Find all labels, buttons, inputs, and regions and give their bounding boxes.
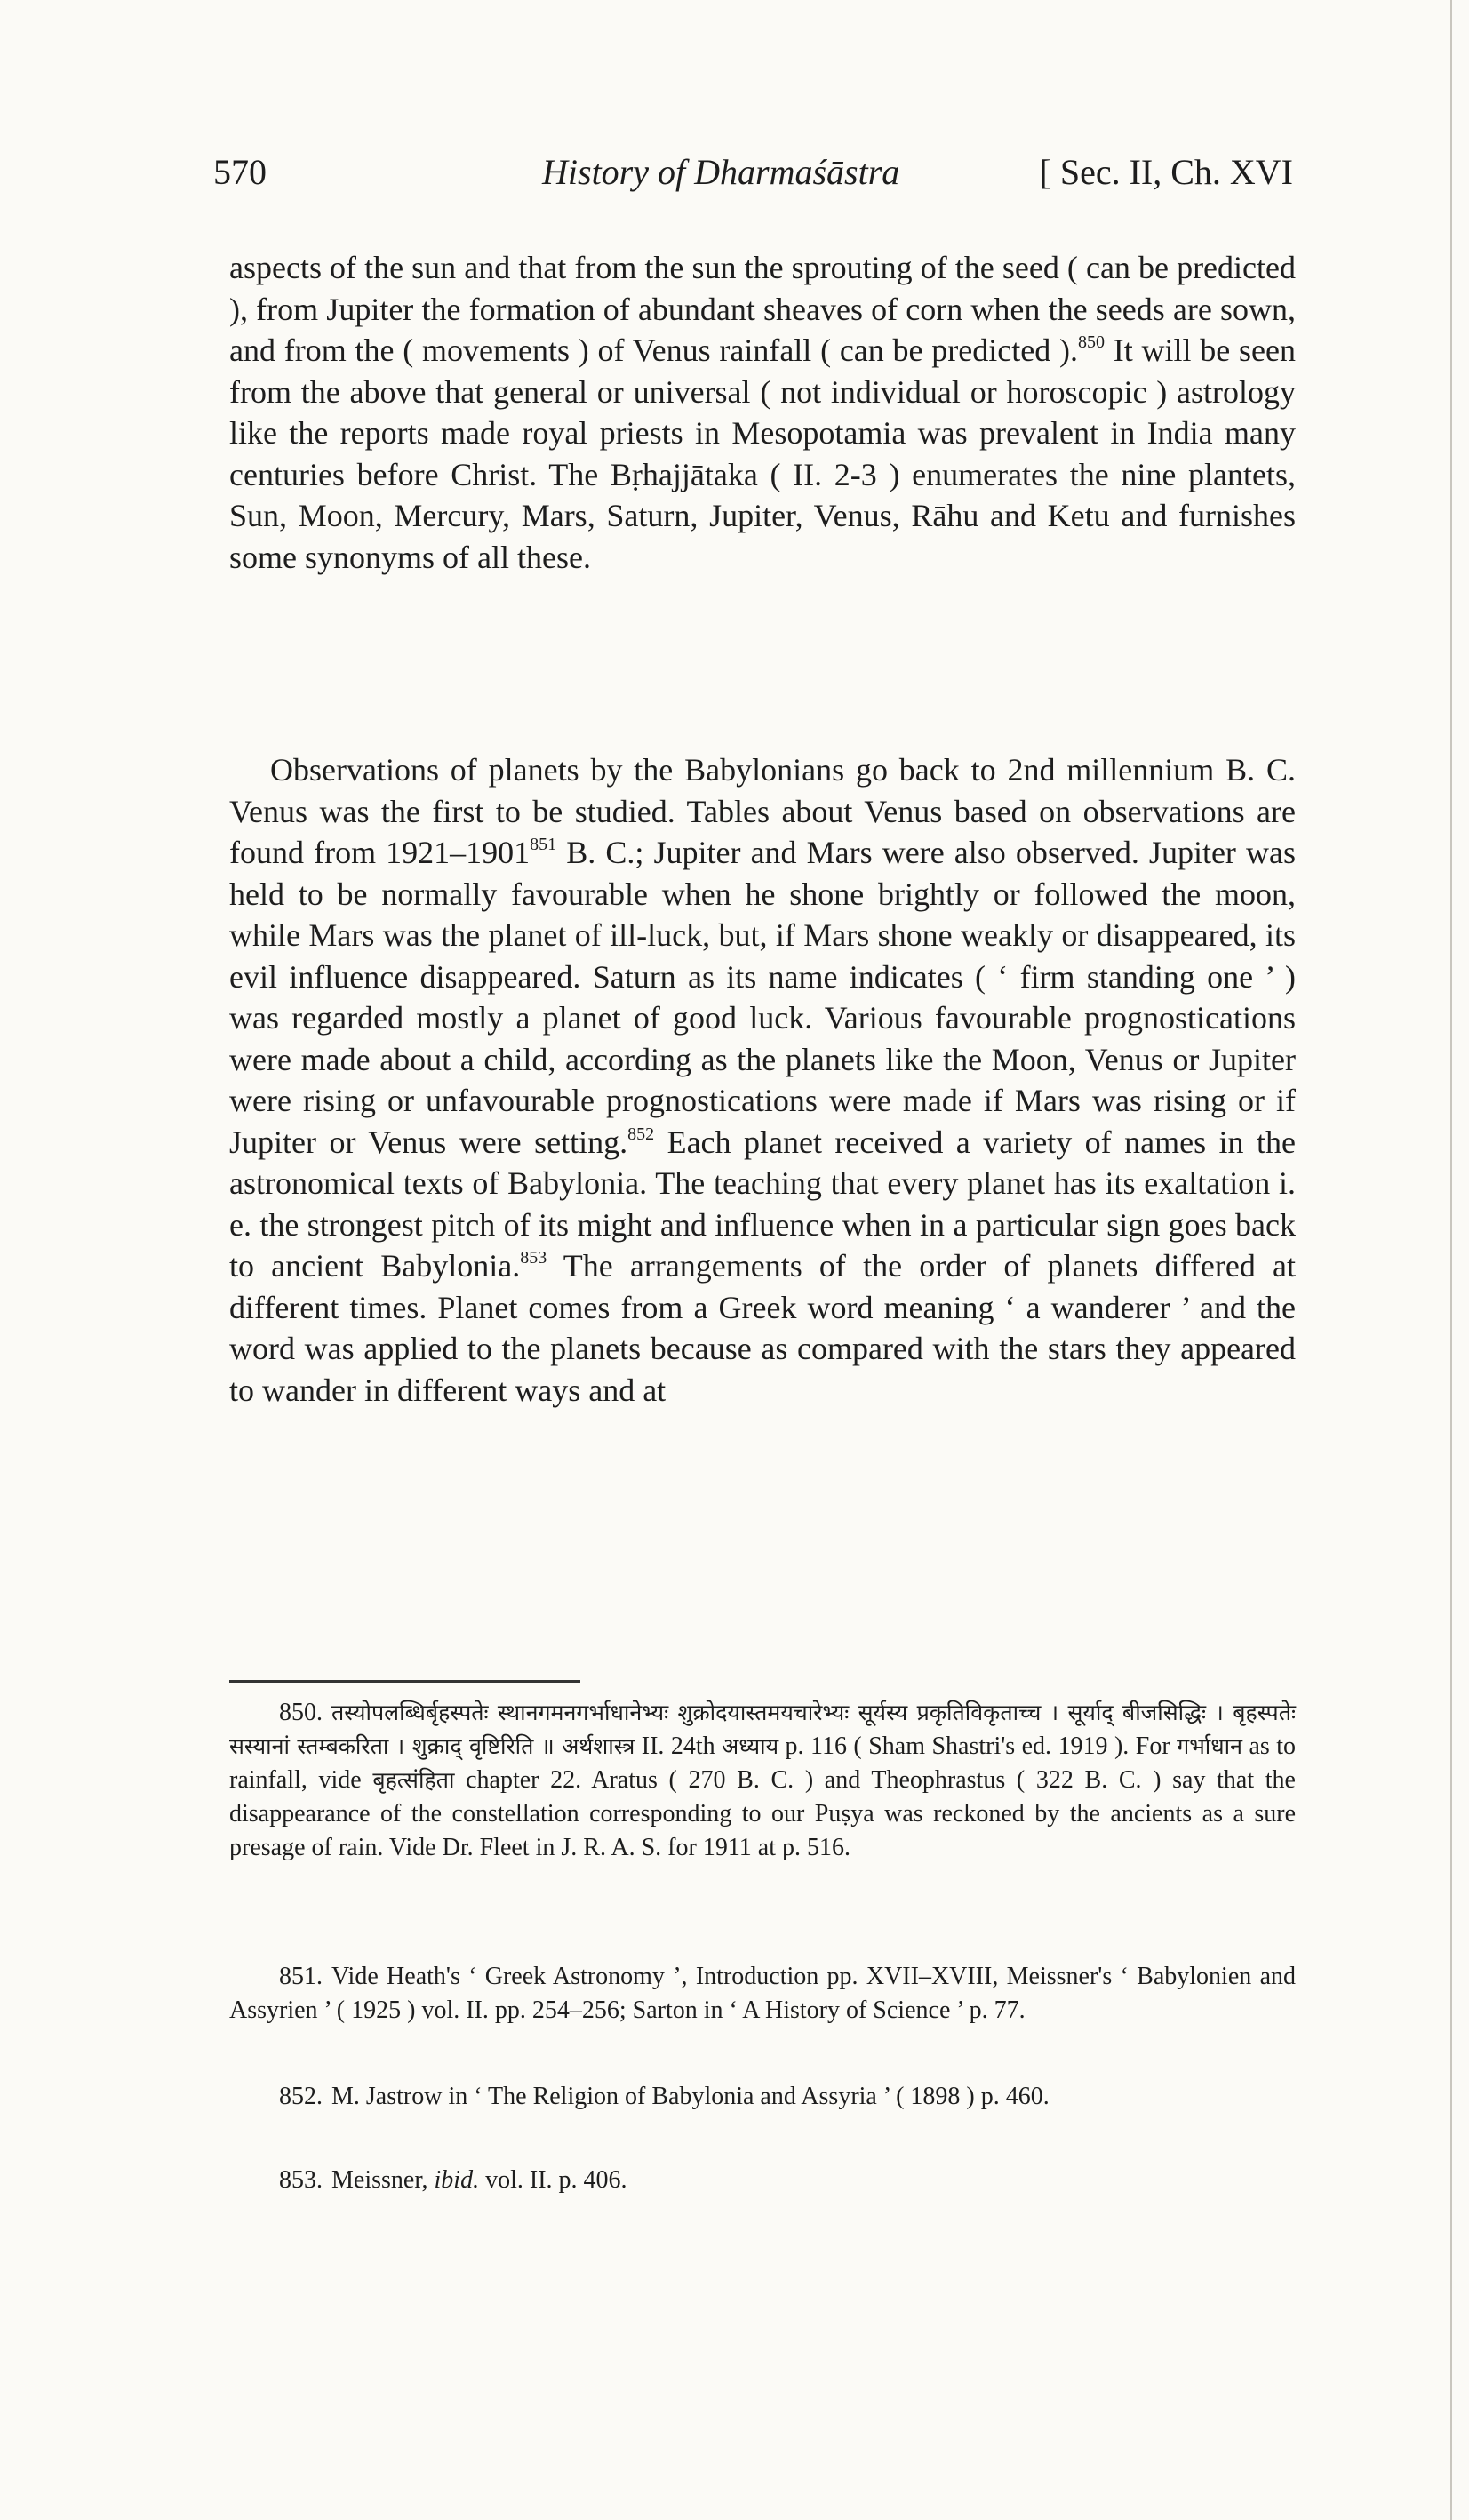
running-header	[213, 151, 1293, 204]
footnote-ref-850: 850	[1077, 332, 1105, 352]
page-edge-line	[1450, 0, 1452, 2520]
section-label: [ Sec. II, Ch. XVI	[1039, 152, 1293, 192]
footnote-ref-853: 853	[520, 1248, 547, 1268]
paragraph-1: aspects of the sun and that from the sun the sprouting of the seed ( can be predicted ), from Jupiter the formation of abundant sheaves of corn when the seeds are sown, and from the ( movements ) of Venus rainfall ( can be predicted ).$^{850}$ It will be seen from the above that general or universal ( not individual or horoscopic ) astrology like the reports made royal priests in Mesopotamia was prevalent in India many centuries before Christ. The Bṛhajjātaka ( II. 2-3 ) enumerates the nine plantets, Sun, Moon, Mercury, Mars, Saturn, Jupiter, Venus, Rāhu and Ketu and furnishes some synonyms of all these.	[229, 250, 1296, 575]
footnote-852: 852. M. Jastrow in ‘ The Religion of Babylonia and Assyria ’ ( 1898 ) p. 460.	[279, 2083, 1050, 2110]
page-number: 570	[213, 152, 267, 192]
footnote-853: 853. Meissner, ibid. vol. II. p. 406.	[279, 2166, 627, 2194]
footnote-ref-851: 851	[530, 835, 557, 854]
footnote-divider	[229, 1680, 580, 1683]
paragraph-2: Observations of planets by the Babylonians go back to 2nd millennium B. C. Venus was the first to be studied. Tables about Venus based on observations are found from 1921–1901$^{851}$ B. C.; Jupiter and Mars were also observed. Jupiter was held to be normally favourable when he shone brightly or followed the moon, while Mars was the planet of ill-luck, but, if Mars shone weakly or disappeared, its evil influence disappeared. Saturn as its name indicates ( ‘ firm standing one ’ ) was regarded mostly a planet of good luck. Various favourable prognostications were made about a child, according as the planets like the Moon, Venus or Jupiter were rising or unfavourable prognostications were made if Mars was rising or if Jupiter or Venus were setting.$^{852}$ Each planet received a variety of names in the astronomical texts of Babylonia. The teaching that every planet has its exaltation i. e. the strongest pitch of its might and influence when in a particular sign goes back to ancient Babylonia.$^{853}$ The arrangements of the order of planets differed at different times. Planet comes from a Greek word meaning ‘ a wanderer ’ and the word was applied to the planets because as compared with the stars they appeared to wander in different ways and at	[229, 752, 1297, 1408]
footnote-850: 850. तस्योपलब्धिर्बृहस्पतेः स्थानगमनगर्भाधानेभ्यः शुक्रोदयास्तमयचारेभ्यः सूर्यस्य प्रकृतिविकृताच्च । सूर्याद् बीजसिद्धिः । बृहस्पतेः सस्यानां स्तम्बकरिता । शुक्राद् वृष्टिरिति ॥ अर्थशास्त्र II. 24th अध्याय p. 116 ( Sham Shastri's ed. 1919 ). For गर्भाधान as to rainfall, vide बृहत्संहिता chapter 22. Aratus ( 270 B. C. ) and Theophrastus ( 322 B. C. ) say that the disappearance of the constellation corresponding to our Puṣya was reckoned by the ancients as a sure presage of rain. Vide Dr. Fleet in J. R. A. S. for 1911 at p. 516.	[229, 1699, 1297, 1861]
footnote-851: 851. Vide Heath's ‘ Greek Astronomy ’, Introduction pp. XVII–XVIII, Meissner's ‘ Babylonien and Assyrien ’ ( 1925 ) vol. II. pp. 254–256; Sarton in ‘ A History of Science ’ p. 77.	[229, 1963, 1296, 2024]
footnote-ref-852: 852	[627, 1124, 655, 1144]
book-title: History of Dharmaśāstra	[542, 152, 900, 192]
